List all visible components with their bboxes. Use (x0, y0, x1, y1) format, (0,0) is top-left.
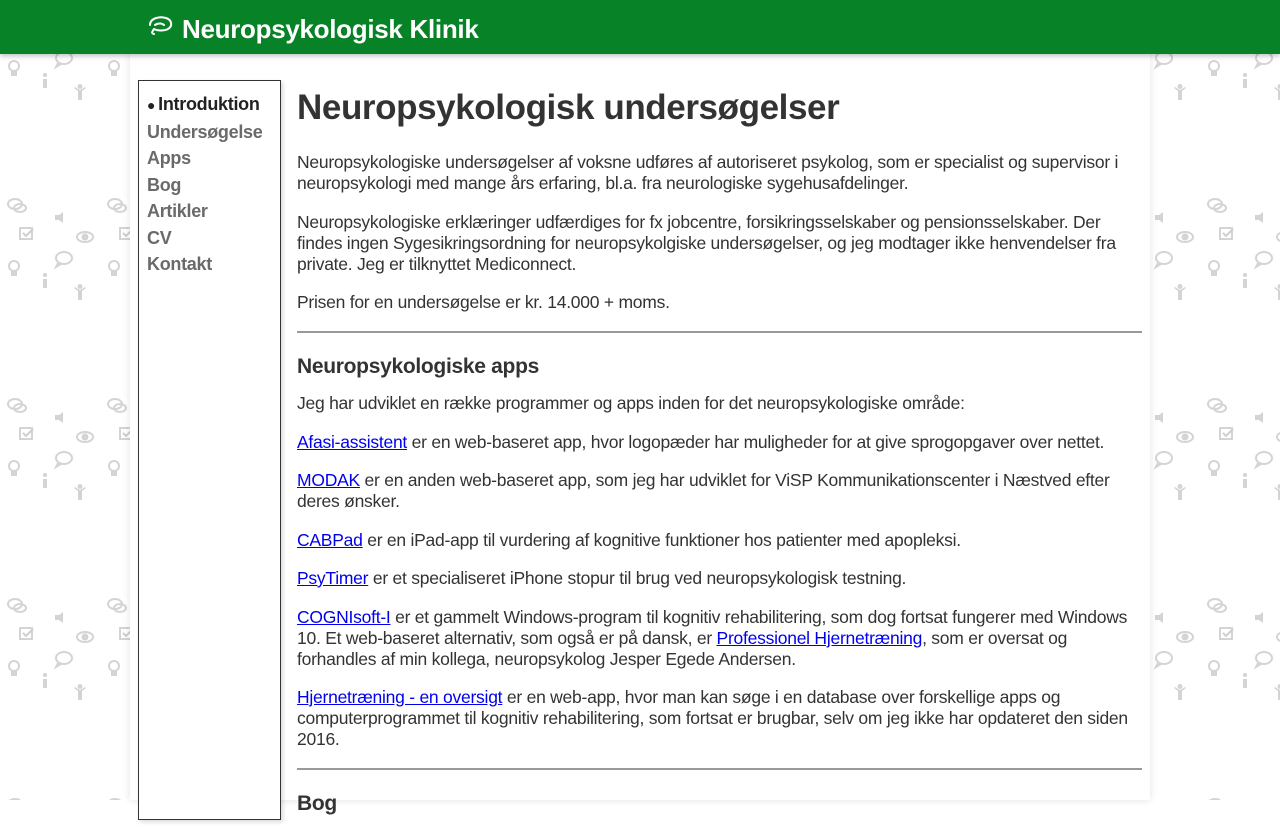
section-divider (297, 768, 1142, 770)
page-title: Neuropsykologisk undersøgelser (297, 88, 840, 127)
price-paragraph: Prisen for en undersøgelse er kr. 14.000 + moms. (297, 292, 670, 312)
section-divider (297, 331, 1142, 333)
app-item-hjernetraening: Hjernetræning - en oversigt er en web-app, hvor man kan søge i en database over forskellige apps og computerprogrammet til kognitiv rehabilitering, som fortsat er brugbar, selv om jeg ikke har opdateret den siden 2016. (297, 687, 1128, 749)
bog-heading: Bog (297, 792, 337, 815)
modak-link[interactable]: MODAK (297, 470, 360, 490)
sidebar-item-apps[interactable]: Apps (147, 148, 191, 168)
app-item-psytimer: PsyTimer er et specialiseret iPhone stopur til brug ved neuropsykologisk testning. (297, 568, 907, 588)
app-item-afasi: Afasi-assistent er en web-baseret app, hvor logopæder har muligheder for at give sprogopgaver over nettet. (297, 431, 1105, 452)
intro-paragraph: Neuropsykologiske erklæringer udfærdiges for fx jobcentre, forsikringsselskaber og pensionsselskaber. Der findes ingen Sygesikringsordning for neuropsykolgiske undersøgelser, og jeg modtager ikke henvendelser fra private. Jeg er tilknyttet Mediconnect. (297, 211, 1116, 274)
intro-paragraph: Neuropsykologiske undersøgelser af voksne udføres af autoriseret psykolog, som er specialist og supervisor i neuropsykologi med mange års erfaring, bl.a. fra neurologiske sygehusafdelinger. (297, 152, 1119, 193)
psytimer-link[interactable]: PsyTimer (297, 568, 369, 588)
header-brand[interactable] (146, 12, 479, 46)
afasi-assistent-link[interactable]: Afasi-assistent (297, 431, 408, 452)
apps-intro: Jeg har udviklet en række programmer og apps inden for det neuropsykologiske område: (297, 393, 965, 413)
apps-heading: Neuropsykologiske apps (297, 355, 539, 378)
cabpad-link[interactable]: CABPad (297, 529, 363, 550)
sidebar-item-cv[interactable]: CV (147, 227, 172, 248)
sidebar-item-undersogelse[interactable]: Undersøgelse (147, 121, 263, 142)
sidebar-item-bog[interactable]: Bog (147, 174, 182, 195)
app-item-cognisoft: COGNIsoft-I er et gammelt Windows-program til kognitiv rehabilitering, som dog fortsat fungerer med Windows 10. Et web-baseret alternativ, som også er på dansk, er Professionel Hjernetræning, som er oversat og forhandles af min kollega, neuropsykolog Jesper Egede Andersen. (297, 606, 1128, 669)
professionel-hjernetraening-link[interactable]: Professionel Hjernetræning (716, 627, 923, 648)
sidebar-item-label: Introduktion (158, 94, 260, 114)
brain-icon (146, 12, 174, 40)
app-item-cabpad: CABPad er en iPad-app til vurdering af kognitive funktioner hos patienter med apopleksi. (297, 529, 961, 550)
page-container (130, 54, 1150, 815)
app-item-modak: MODAK er en anden web-baseret app, som jeg har udviklet for ViSP Kommunikationscenter i Næstved efter deres ønsker. (297, 470, 1110, 511)
active-bullet-icon: ● (147, 97, 156, 113)
cognisoft-link[interactable]: COGNIsoft-I (297, 606, 391, 627)
main-content (297, 86, 1142, 828)
site-title: Neuropsykologisk Klinik (182, 14, 479, 44)
sidebar-item-artikler[interactable]: Artikler (147, 201, 208, 221)
sidebar-item-kontakt[interactable]: Kontakt (147, 254, 212, 274)
hjernetraening-oversigt-link[interactable]: Hjernetræning - en oversigt (297, 687, 503, 707)
sidebar-nav (138, 80, 281, 820)
site-header (0, 0, 1280, 54)
sidebar-item-introduktion[interactable] (147, 91, 280, 119)
